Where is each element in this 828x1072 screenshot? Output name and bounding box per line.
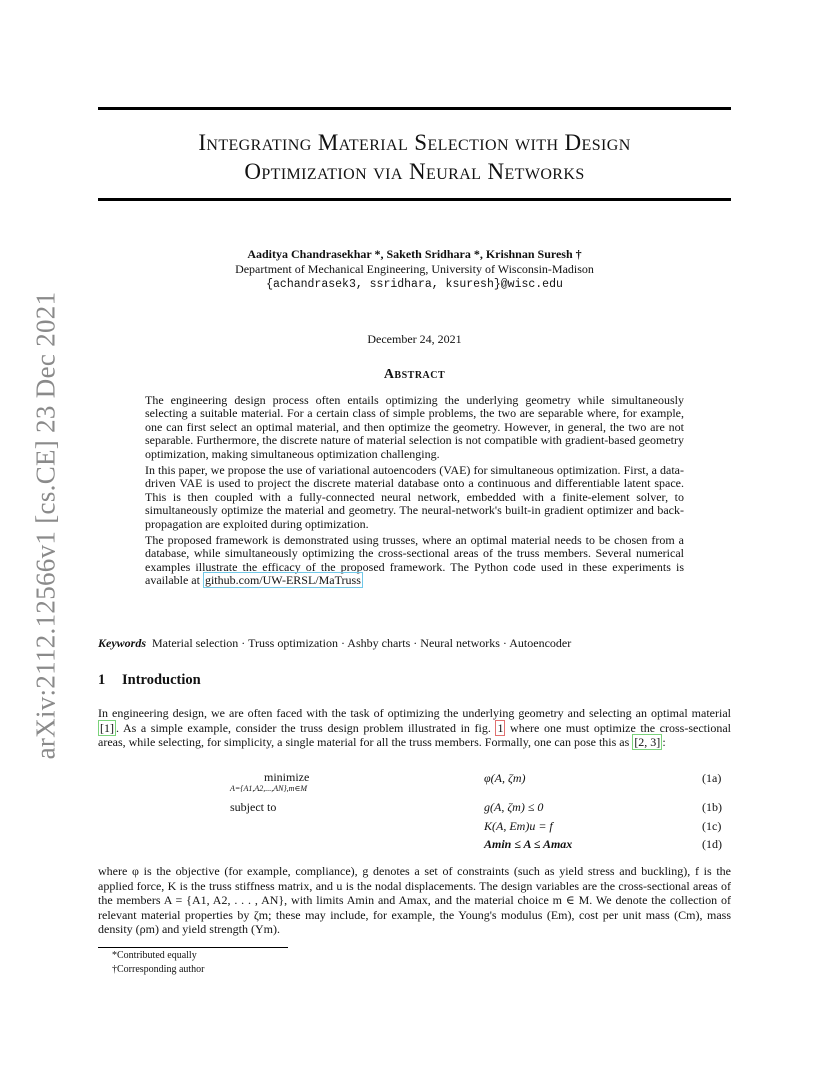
footnote-1: *Contributed equally [112,950,197,961]
keywords-label: Keywords [98,636,146,650]
citation-1[interactable]: [1] [100,720,114,735]
figure-ref-1[interactable]: 1 [497,720,504,735]
eq-1a [484,771,525,786]
eq-1a-text: φ(A, ζm) [484,771,526,785]
author-emails: {achandrasek3, ssridhara, ksuresh}@wisc.edu [266,278,563,291]
eq-1d [484,837,572,852]
eq-minimize [264,770,309,785]
eq-1b [484,800,543,815]
section-number: 1 [98,672,106,688]
title-line-1: Integrating Material Selection with Design [198,130,631,155]
abstract-paragraph-1: The engineering design process often entails optimizing the underlying geometry while simultaneously selecting a suitable material. For a certain class of simple problems, the two are separable where, for example, one can first select an optimal material, and then optimize the geometry. However, in general, the two are not separable. Furthermore, the discrete nature of material selection is not compatible with gradient-based geometry optimization, making simultaneous optimization challenging. [145,393,684,461]
intro-text-b: . As a simple example, consider the truss design problem illustrated in fig. [116,720,496,735]
section-title: Introduction [122,672,201,688]
abstract-p3-text: The proposed framework is demonstrated using trusses, where an optimal material needs to be chosen from a database, while simultaneously optimizing the cross-sectional areas of the truss members. Several numerical examples illustrate the efficacy of the proposed framework. The Python code used in these experiments is available at [145,533,684,588]
author-block [98,247,731,292]
eq-1d-text: Amin ≤ A ≤ Amax [484,837,573,851]
keywords [98,636,731,651]
arxiv-id: arXiv:2112.12566v1 [cs.CE] 23 Dec 2021 [30,291,61,759]
abstract-paragraph-2: In this paper, we propose the use of variational autoencoders (VAE) for simultaneous optimization. First, a data-driven VAE is used to project the discrete material database onto a continuous and differentiable latent space. This is then coupled with a fully-connected neural network, embedded with a finite-element solver, to simultaneously optimize the material and geometry. The neural-network's built-in gradient optimizer and back-propagation are exploited during optimization. [145,463,684,531]
keywords-text: Material selection · Truss optimization · Ashby charts · Neural networks · Autoencoder [152,636,572,650]
paper-date: December 24, 2021 [367,332,462,346]
footnote-2: †Corresponding author [112,964,205,975]
eq-minimize-sub-text: A={A1,A2,...,AN},m∈M [230,784,308,793]
section-heading-introduction [98,672,201,689]
intro-text-c: where one must optimize the cross-sectional areas, while selecting, for simplicity, a single material for all the truss members. Formally, one can pose this as [98,720,731,750]
eq-1b-text: g(A, ζm) ≤ 0 [484,800,544,814]
title-bottom-rule [98,198,731,201]
intro-paragraph-2 [98,864,731,937]
abstract-heading: Abstract [383,367,446,382]
abstract-paragraph-3 [145,534,684,588]
intro-paragraph-1 [98,706,731,750]
eq-subject-to [230,800,276,815]
intro-text-d: : [662,735,666,750]
eq-number-1c: (1c) [702,819,722,833]
eq-number-1b: (1b) [702,800,722,814]
title-line-2: Optimization via Neural Networks [244,159,585,184]
arxiv-sidebar [26,290,66,760]
footnote-rule [98,947,288,948]
eq-1c-text: K(A, Em)u = f [484,819,553,833]
top-rule [98,107,731,110]
abstract-body [145,394,684,591]
intro-paragraph-2-text: where φ is the objective (for example, compliance), g denotes a set of constraints (such as yield stress and buckling), f is the applied force, K is the truss stiffness matrix, and u is the nodal displacements. The design variables are the cross-sectional areas of the members A = {A1, A2, . . . , AN}, with limits Amin and Amax, and the material choice m ∈ M. We denote the collection of relevant material properties by ζm; these may include, for example, the Young's modulus (Em), cost per unit mass (Cm), mass density (ρm) and yield strength (Ym). [98,864,731,937]
author-names: Aaditya Chandrasekhar *, Saketh Sridhara *, Krishnan Suresh † [247,247,582,261]
eq-number-1a: (1a) [702,771,722,785]
paper-title [98,128,731,186]
code-link[interactable]: github.com/UW-ERSL/MaTruss [204,573,361,588]
eq-number-1d: (1d) [702,837,722,851]
citation-2-3[interactable]: [2, 3] [634,735,661,750]
eq-subject-to-label: subject to [230,800,277,814]
eq-minimize-label: minimize [264,770,310,784]
eq-minimize-subscript [230,784,307,793]
eq-1c [484,819,553,834]
intro-text-a: In engineering design, we are often faced with the task of optimizing the underlying geometry and selecting an optimal material [98,706,731,720]
affiliation: Department of Mechanical Engineering, University of Wisconsin-Madison [235,262,594,276]
